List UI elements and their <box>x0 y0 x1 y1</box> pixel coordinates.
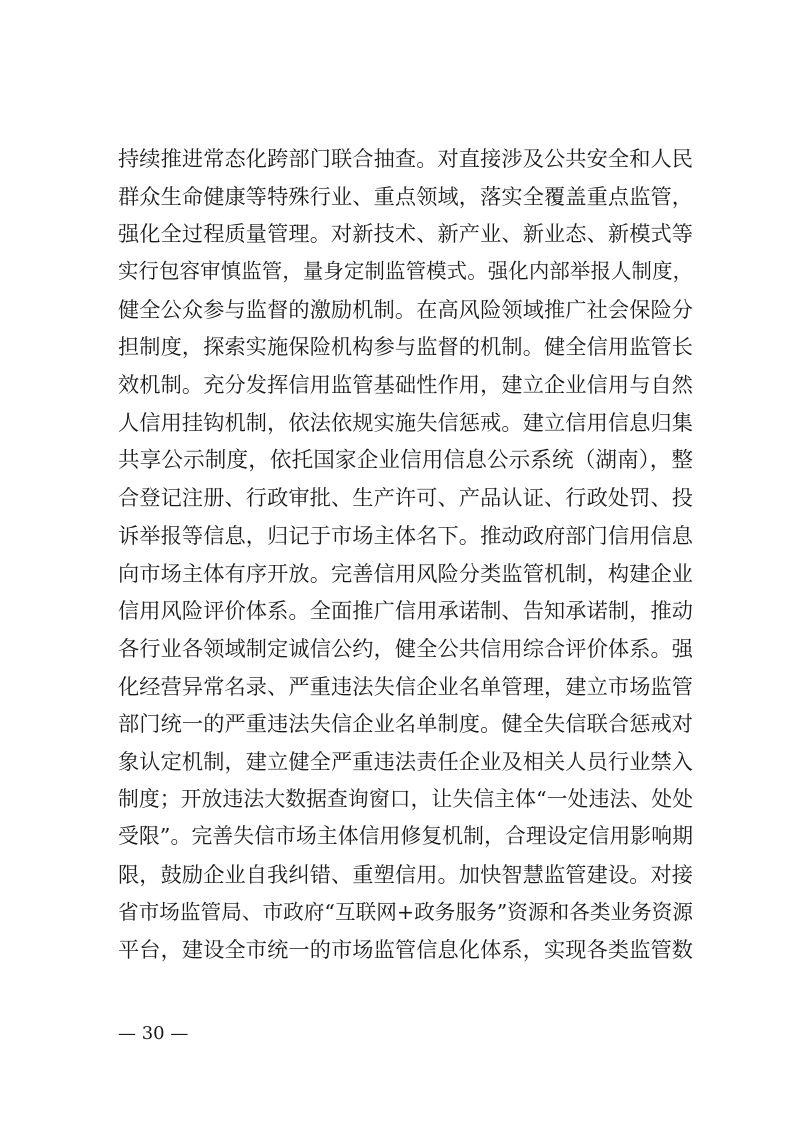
text-line: 担制度，探索实施保险机构参与监督的机制。健全信用监管长 <box>118 334 693 360</box>
text-line: 受限”。完善失信市场主体信用修复机制，合理设定信用影响期 <box>118 824 693 849</box>
text-line: 群众生命健康等特殊行业、重点领域，落实全覆盖重点监管， <box>118 183 693 209</box>
text-line: 合登记注册、行政审批、生产许可、产品认证、行政处罚、投 <box>118 485 693 511</box>
text-line: 强化全过程质量管理。对新技术、新产业、新业态、新模式等 <box>118 221 693 247</box>
text-line: 实行包容审慎监管，量身定制监管模式。强化内部举报人制度， <box>118 259 693 284</box>
text-line: 制度；开放违法大数据查询窗口，让失信主体“一处违法、处处 <box>118 786 693 811</box>
text-line: 诉举报等信息，归记于市场主体名下。推动政府部门信用信息 <box>118 522 693 548</box>
text-line: 限，鼓励企业自我纠错、重塑信用。加快智慧监管建设。对接 <box>118 862 693 888</box>
text-line: 信用风险评价体系。全面推广信用承诺制、告知承诺制，推动 <box>118 598 693 624</box>
text-line: 平台，建设全市统一的市场监管信息化体系，实现各类监管数 <box>118 937 693 963</box>
text-line: 效机制。充分发挥信用监管基础性作用，建立企业信用与自然 <box>118 372 693 398</box>
text-line: 健全公众参与监督的激励机制。在高风险领域推广社会保险分 <box>118 296 693 322</box>
body-text <box>118 140 693 969</box>
text-line: 持续推进常态化跨部门联合抽查。对直接涉及公共安全和人民 <box>118 146 693 171</box>
text-line: 向市场主体有序开放。完善信用风险分类监管机制，构建企业 <box>118 560 693 586</box>
text-line: 共享公示制度，依托国家企业信用信息公示系统（湖南），整 <box>118 447 693 473</box>
text-line: 化经营异常名录、严重违法失信企业名单管理，建立市场监管 <box>118 673 693 699</box>
text-line: 省市场监管局、市政府“互联网+政务服务”资源和各类业务资源 <box>118 899 693 924</box>
text-line: 人信用挂钩机制，依法依规实施失信惩戒。建立信用信息归集 <box>118 409 693 435</box>
text-line: 各行业各领域制定诚信公约，健全公共信用综合评价体系。强 <box>118 635 693 661</box>
text-line: 象认定机制，建立健全严重违法责任企业及相关人员行业禁入 <box>118 749 693 774</box>
text-line: 部门统一的严重违法失信企业名单制度。健全失信联合惩戒对 <box>118 711 693 737</box>
page-number: — 30 — <box>118 1023 189 1044</box>
